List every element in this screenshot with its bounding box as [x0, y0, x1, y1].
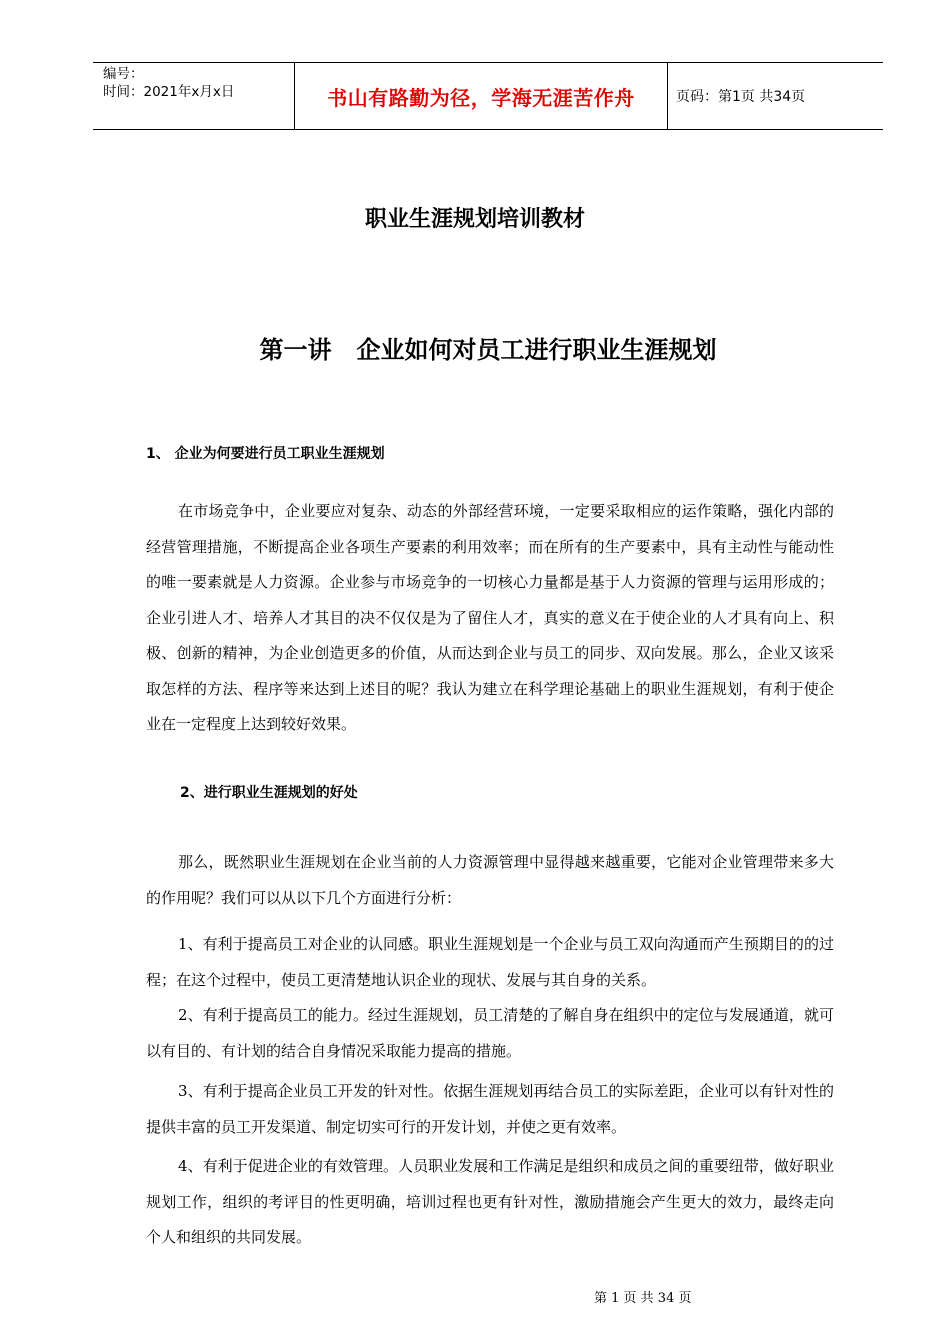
benefit-item: 1、有利于提高员工对企业的认同感。职业生涯规划是一个企业与员工双向沟通而产生预期目的的过程；在这个过程中，使员工更清楚地认识企业的现状、发展与其自身的关系。 — [146, 935, 834, 989]
number-label: 编号： — [103, 66, 144, 82]
benefit-item: 4、有利于促进企业的有效管理。人员职业发展和工作满足是组织和成员之间的重要纽带，做好职业规划工作，组织的考评目的性更明确，培训过程也更有针对性，激励措施会产生更大的效力，最终走向个人和组织的共同发展。 — [146, 1157, 834, 1246]
document-title: 职业生涯规划培训教材 — [364, 207, 585, 232]
section2-heading: 2、进行职业生涯规划的好处 — [180, 785, 358, 801]
section1-heading: 1、 企业为何要进行员工职业生涯规划 — [146, 446, 385, 462]
header-motto: 书山有路勤为径，学海无涯苦作舟 — [295, 63, 668, 129]
benefit-item: 3、有利于提高企业员工开发的针对性。依据生涯规划再结合员工的实际差距，企业可以有针对性的提供丰富的员工开发渠道、制定切实可行的开发计划，并使之更有效率。 — [146, 1082, 834, 1136]
section2-intro: 那么，既然职业生涯规划在企业当前的人力资源管理中显得越来越重要，它能对企业管理带来多大的作用呢？我们可以从以下几个方面进行分析： — [146, 853, 834, 907]
section1-paragraph: 在市场竞争中，企业要应对复杂、动态的外部经营环境，一定要采取相应的运作策略，强化内部的经营管理措施，不断提高企业各项生产要素的利用效率；而在所有的生产要素中，具有主动性与能动性的唯一要素就是人力资源。企业参与市场竞争的一切核心力量都是基于人力资源的管理与运用形成的；企业引进人才、培养人才其目的决不仅仅是为了留住人才，真实的意义在于使企业的人才具有向上、积极、创新的精神，为企业创造更多的价值，从而达到企业与员工的同步、双向发展。那么，企业又该采取怎样的方法、程序等来达到上述目的呢？我认为建立在科学理论基础上的职业生涯规划，有利于使企业在一定程度上达到较好效果。 — [146, 502, 834, 733]
header-page-info: 页码：第1页 共34页 — [676, 89, 806, 105]
page-header — [93, 62, 883, 130]
lecture-title: 第一讲 企业如何对员工进行职业生涯规划 — [259, 336, 717, 364]
benefit-item: 2、有利于提高员工的能力。经过生涯规划，员工清楚的了解自身在组织中的定位与发展通道，就可以有目的、有计划的结合自身情况采取能力提高的措施。 — [146, 1006, 834, 1060]
header-meta — [93, 63, 295, 129]
page-footer: 第 1 页 共 34 页 — [594, 1291, 692, 1306]
time-label: 时间：2021年x月x日 — [103, 84, 235, 100]
